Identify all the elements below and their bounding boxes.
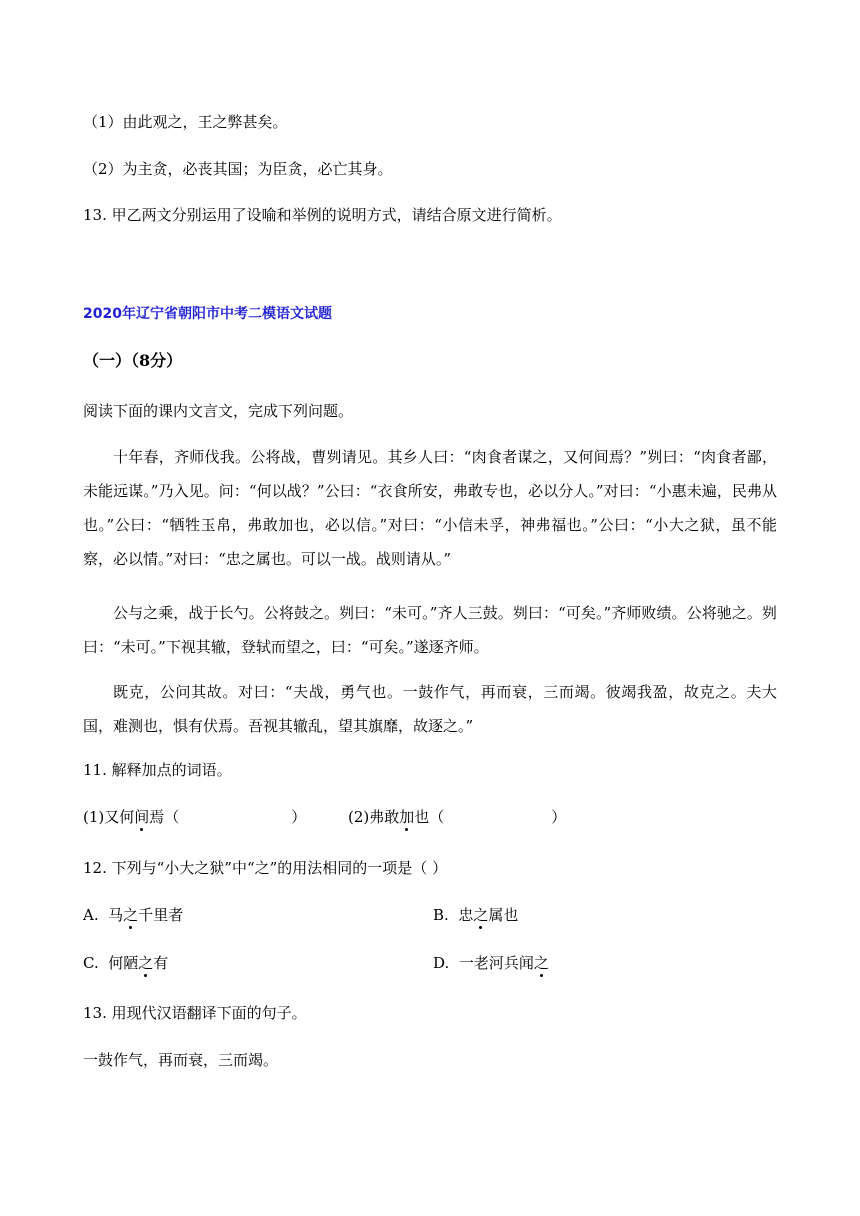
option-letter: A. bbox=[83, 906, 99, 924]
option-letter: C. bbox=[83, 954, 99, 972]
question-11-item-2 bbox=[348, 807, 566, 827]
option-letter: B. bbox=[433, 906, 449, 924]
exam-title[interactable]: 2020年辽宁省朝阳市中考二模语文试题 bbox=[83, 306, 332, 322]
q11-item-2-before: (2)弗敢 bbox=[348, 808, 400, 826]
q11-item-1-close: ） bbox=[291, 808, 307, 826]
option-d[interactable]: D. 一老河兵闻之 bbox=[433, 954, 549, 972]
question-13-stem: 13. 用现代汉语翻译下面的句子。 bbox=[83, 1004, 307, 1022]
q11-item-1-before: (1)又何 bbox=[83, 808, 135, 826]
q11-item-2-close: ） bbox=[551, 808, 567, 826]
question-12-stem: 12. 下列与“小大之狱”中“之”的用法相同的一项是（ ） bbox=[83, 859, 448, 877]
q11-item-2-after: 也（ bbox=[414, 808, 445, 826]
section-heading: （一）（8分） bbox=[83, 351, 183, 370]
option-c[interactable]: C. 何陋之有 bbox=[83, 954, 169, 972]
option-letter: D. bbox=[433, 954, 450, 972]
translation-sentence: 一鼓作气，再而衰，三而竭。 bbox=[83, 1051, 279, 1069]
question-11-stem: 11. 解释加点的词语。 bbox=[83, 761, 232, 779]
passage-paragraph-3: 既克，公问其故。对曰：“夫战，勇气也。一鼓作气，再而衰，三而竭。彼竭我盈，故克之。夫大国，难测也，惧有伏焉。吾视其辙乱，望其旗靡，故逐之。” bbox=[83, 683, 777, 735]
passage-paragraph-2: 公与之乘，战于长勺。公将鼓之。刿曰：“未可。”齐人三鼓。刿曰：“可矣。”齐师败绩。公将驰之。刿曰：“未可。”下视其辙，登轼而望之，曰：“可矣。”遂逐齐师。 bbox=[83, 604, 777, 656]
question-line-1: （1）由此观之，王之弊甚矣。 bbox=[83, 113, 288, 131]
question-line-2: （2）为主贪，必丧其国；为臣贪，必亡其身。 bbox=[83, 160, 393, 178]
q11-item-1-after: 焉（ bbox=[149, 808, 180, 826]
passage-paragraph-1: 十年春，齐师伐我。公将战，曹刿请见。其乡人曰：“肉食者谋之，又何间焉？”刿曰：“肉食者鄙，未能远谋。”乃入见。问：“何以战？”公曰：“衣食所安，弗敢专也，必以分人。”对曰：“小惠未遍，民弗从也。”公曰：“牺牲玉帛，弗敢加也，必以信。”对曰：“小信未孚，神弗福也。”公曰：“小大之狱，虽不能察，必以情。”对曰：“忠之属也。可以一战。战则请从。” bbox=[83, 448, 777, 568]
q11-item-2-dotted: 加 bbox=[399, 808, 415, 826]
instruction: 阅读下面的课内文言文，完成下列问题。 bbox=[83, 402, 354, 420]
option-a[interactable]: A. 马之千里者 bbox=[83, 906, 184, 924]
q11-item-1-dotted: 间 bbox=[134, 808, 150, 826]
question-11-item-1 bbox=[83, 807, 306, 827]
option-b[interactable]: B. 忠之属也 bbox=[433, 906, 519, 924]
question-13-prev: 13. 甲乙两文分别运用了设喻和举例的说明方式，请结合原文进行简析。 bbox=[83, 206, 562, 224]
